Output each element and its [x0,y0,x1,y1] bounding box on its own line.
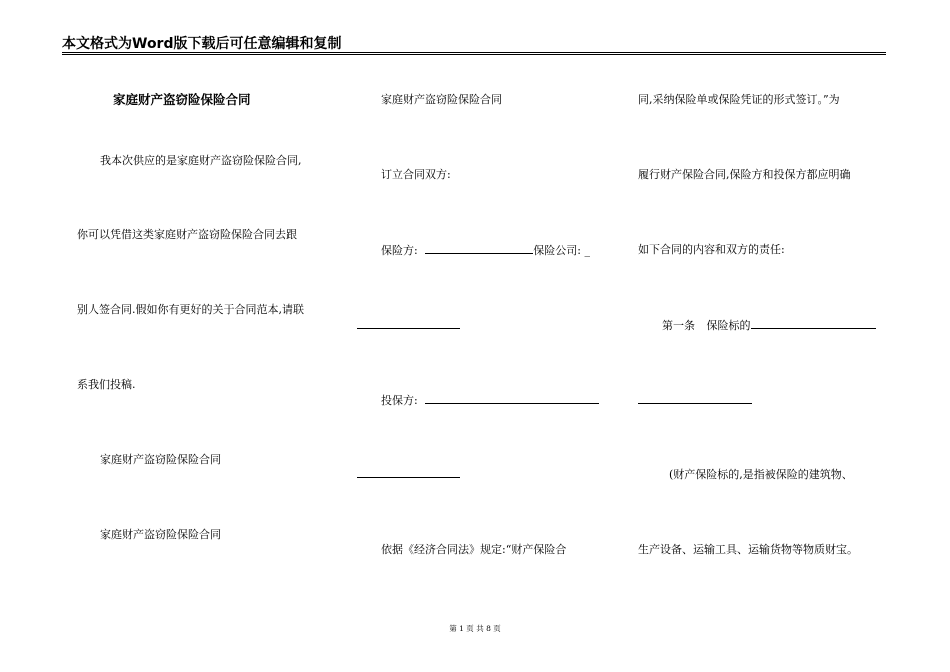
insured-blank [425,392,599,404]
insurer-line [381,242,590,259]
insurer-blank [425,242,533,254]
paragraph-line: 家庭财产盗窃险保险合同 [100,528,221,541]
company-label: 保险公司: [533,244,581,257]
paragraph-line: 履行财产保险合同,保险方和投保方都应明确 [638,168,851,181]
article-1-label: 第一条 [662,319,695,332]
page-header: 本文格式为Word版下载后可任意编辑和复制 [62,36,342,52]
paragraph-line: 家庭财产盗窃险保险合同 [100,453,221,466]
paragraph-line: (财产保险标的,是指被保险的建筑物、 [669,468,853,481]
page-number: 第 1 页 共 8 页 [449,624,501,633]
header-divider-thin [62,54,886,55]
paragraph-line: 我本次供应的是家庭财产盗窃险保险合同, [100,154,302,167]
fill-in-blank-line [357,477,460,478]
fill-in-blank-line [638,403,752,404]
header-divider [62,52,886,53]
paragraph-line: 生产设备、运输工具、运输货物等物质财宝。 [638,543,858,556]
paragraph-line: 同,采纳保险单或保险凭证的形式签订。”为 [638,93,840,106]
paragraph-line: 你可以凭借这类家庭财产盗窃险保险合同去跟 [77,228,297,241]
insured-label: 投保方: [381,394,418,407]
insured-line [381,392,599,409]
article-1-text: 保险标的 [706,319,751,332]
article-1-line [662,317,876,334]
subject-blank [751,317,876,329]
insurer-label: 保险方: [381,244,418,257]
paragraph-line: 系我们投稿. [77,378,136,391]
document-title: 家庭财产盗窃险保险合同 [113,92,251,107]
paragraph-line: 如下合同的内容和双方的责任: [638,243,785,256]
paragraph-line: 家庭财产盗窃险保险合同 [381,93,502,106]
paragraph-line: 依据《经济合同法》规定:“财产保险合 [381,543,567,556]
paragraph-line: 别人签合同.假如你有更好的关于合同范本,请联 [77,303,304,316]
fill-in-blank-line [357,328,460,329]
company-tail: _ [584,244,590,257]
paragraph-line: 订立合同双方: [381,168,451,181]
